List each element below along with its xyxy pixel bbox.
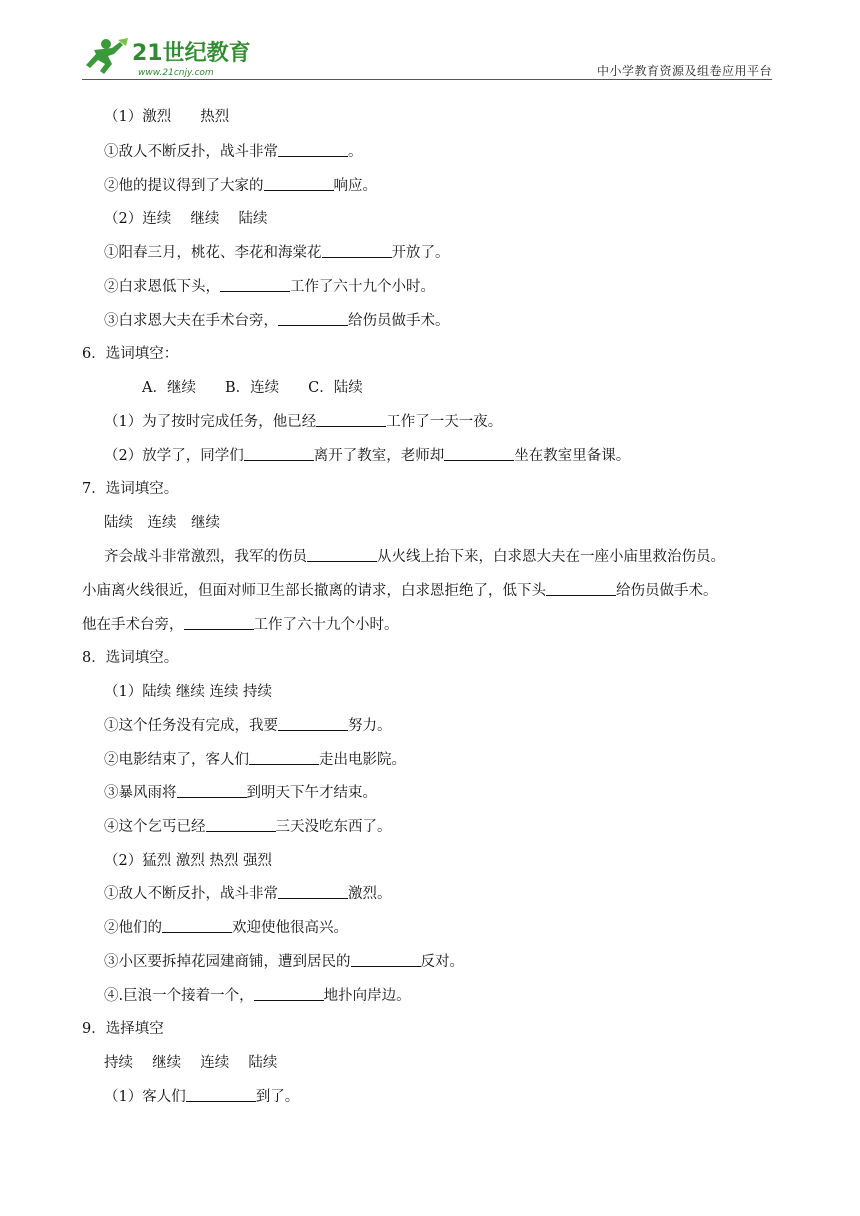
- text-line: [104, 750, 406, 770]
- header-divider: [82, 79, 772, 80]
- line-text: （1）客人们: [104, 1089, 186, 1105]
- line-text: A．继续 B．连续 C．陆续: [142, 380, 363, 396]
- answer-blank[interactable]: [220, 277, 290, 292]
- text-line: [82, 648, 178, 668]
- line-text: 到了。: [255, 1089, 300, 1105]
- answer-blank[interactable]: [351, 952, 421, 967]
- header-platform-text: 中小学教育资源及组卷应用平台: [596, 64, 772, 78]
- text-line: [104, 311, 450, 331]
- line-text: 陆续 连续 继续: [104, 515, 220, 531]
- text-line: [104, 783, 377, 803]
- text-line: [104, 547, 725, 567]
- text-line: [104, 682, 272, 702]
- text-line: [104, 412, 502, 432]
- text-line: [104, 952, 464, 972]
- line-text: 开放了。: [391, 245, 450, 261]
- line-text: 三天没吃东西了。: [275, 819, 392, 835]
- text-line: [82, 344, 178, 364]
- answer-blank[interactable]: [186, 1087, 256, 1102]
- answer-blank[interactable]: [316, 412, 386, 427]
- line-text: 持续 继续 连续 陆续: [104, 1055, 278, 1071]
- text-line: [104, 918, 348, 938]
- svg-text:www.21cnjy.com: www.21cnjy.com: [138, 68, 214, 78]
- line-text: 工作了一天一夜。: [386, 414, 503, 430]
- svg-text:21世纪教育: 21世纪教育: [132, 41, 251, 66]
- text-line: [82, 479, 178, 499]
- answer-blank[interactable]: [162, 918, 232, 933]
- text-line: [104, 884, 392, 904]
- answer-blank[interactable]: [546, 581, 616, 596]
- line-text: 响应。: [333, 178, 377, 194]
- text-line: [104, 817, 392, 837]
- line-text: 。: [348, 144, 363, 160]
- line-text: 6．选词填空：: [82, 346, 179, 362]
- line-text: ①敌人不断反扑，战斗非常: [104, 886, 278, 902]
- line-text: 离开了教室，老师却: [313, 448, 445, 464]
- text-line: [104, 176, 377, 196]
- line-text: （1）激烈 热烈: [104, 109, 230, 125]
- text-line: [82, 581, 718, 601]
- answer-blank[interactable]: [322, 243, 392, 258]
- line-text: ③暴风雨将: [104, 785, 177, 801]
- text-line: [104, 446, 630, 466]
- answer-blank[interactable]: [278, 311, 348, 326]
- text-line: [104, 209, 267, 229]
- line-text: 从火线上抬下来，白求恩大夫在一座小庙里救治伤员。: [377, 549, 725, 565]
- line-text: （1）为了按时完成任务，他已经: [104, 414, 317, 430]
- line-text: （2）猛烈 激烈 热烈 强烈: [104, 853, 273, 869]
- text-line: [104, 277, 435, 297]
- line-text: 小庙离火线很近，但面对师卫生部长撤离的请求，白求恩拒绝了，低下头: [82, 583, 546, 599]
- text-line: [82, 615, 399, 635]
- line-text: （2）放学了，同学们: [104, 448, 244, 464]
- line-text: （1）陆续 继续 连续 持续: [104, 684, 273, 700]
- text-line: [104, 513, 220, 533]
- line-text: ②他们的: [104, 920, 162, 936]
- text-line: [104, 1053, 277, 1073]
- answer-blank[interactable]: [206, 817, 276, 832]
- answer-blank[interactable]: [249, 750, 319, 765]
- answer-blank[interactable]: [307, 547, 377, 562]
- line-text: ①这个任务没有完成，我要: [104, 718, 278, 734]
- text-line: [82, 1019, 164, 1039]
- answer-blank[interactable]: [254, 986, 324, 1001]
- line-text: 努力。: [348, 718, 392, 734]
- line-text: ②电影结束了，客人们: [104, 752, 249, 768]
- line-text: 激烈。: [348, 886, 392, 902]
- answer-blank[interactable]: [278, 884, 348, 899]
- logo-icon: [82, 34, 282, 80]
- line-text: ④这个乞丐已经: [104, 819, 206, 835]
- answer-blank[interactable]: [177, 783, 247, 798]
- text-line: [104, 142, 363, 162]
- text-line: [142, 378, 363, 398]
- line-text: 给伤员做手术。: [348, 313, 450, 329]
- answer-blank[interactable]: [184, 615, 254, 630]
- line-text: ①阳春三月，桃花、李花和海棠花: [104, 245, 322, 261]
- line-text: 欢迎使他很高兴。: [232, 920, 348, 936]
- line-text: （2）连续 继续 陆续: [104, 211, 268, 227]
- line-text: 走出电影院。: [319, 752, 406, 768]
- text-line: [104, 716, 392, 736]
- answer-blank[interactable]: [444, 446, 514, 461]
- line-text: ③白求恩大夫在手术台旁，: [104, 313, 278, 329]
- answer-blank[interactable]: [264, 176, 334, 191]
- text-line: [104, 243, 450, 263]
- answer-blank[interactable]: [278, 142, 348, 157]
- page-header: [82, 34, 772, 80]
- line-text: 坐在教室里备课。: [514, 448, 631, 464]
- line-text: ③小区要拆掉花园建商铺，遭到居民的: [104, 954, 351, 970]
- text-line: [104, 107, 229, 127]
- line-text: 工作了六十九个小时。: [253, 617, 399, 633]
- line-text: 8．选词填空。: [82, 650, 179, 666]
- text-line: [104, 1087, 299, 1107]
- answer-blank[interactable]: [278, 716, 348, 731]
- line-text: ②他的提议得到了大家的: [104, 178, 264, 194]
- line-text: 反对。: [420, 954, 464, 970]
- line-text: 7．选词填空。: [82, 481, 179, 497]
- line-text: ④.巨浪一个接着一个，: [104, 988, 254, 1004]
- line-text: 9．选择填空: [82, 1021, 164, 1037]
- line-text: 到明天下午才结束。: [246, 785, 377, 801]
- line-text: 他在手术台旁，: [82, 617, 184, 633]
- line-text: ①敌人不断反扑，战斗非常: [104, 144, 278, 160]
- line-text: 工作了六十九个小时。: [290, 279, 435, 295]
- answer-blank[interactable]: [244, 446, 314, 461]
- line-text: 齐会战斗非常激烈，我军的伤员: [104, 549, 307, 565]
- line-text: 给伤员做手术。: [616, 583, 718, 599]
- line-text: 地扑向岸边。: [323, 988, 411, 1004]
- line-text: ②白求恩低下头，: [104, 279, 220, 295]
- text-line: [104, 986, 411, 1006]
- text-line: [104, 851, 272, 871]
